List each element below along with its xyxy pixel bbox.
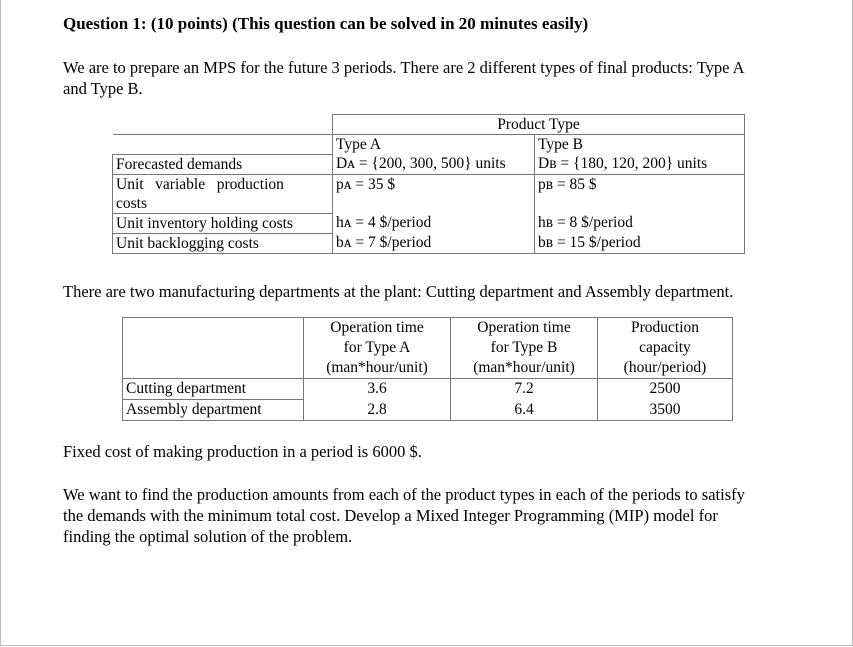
header-line: (man*hour/unit) xyxy=(326,359,428,376)
row-label xyxy=(113,174,333,213)
row-label: Forecasted demands xyxy=(113,154,333,174)
forecast-a: Dᴀ = {200, 300, 500} units xyxy=(333,154,535,174)
capacity-header xyxy=(598,318,733,379)
row-label-line-1: Unit variable production xyxy=(116,175,284,193)
row-label: Unit inventory holding costs xyxy=(113,213,333,233)
assembly-a: 2.8 xyxy=(304,400,451,421)
product-type-table xyxy=(112,114,745,254)
backlog-b: bʙ = 15 $/period xyxy=(535,233,745,253)
department-table xyxy=(122,317,733,421)
table-row xyxy=(113,174,745,213)
table-row xyxy=(113,154,745,174)
departments-paragraph: There are two manufacturing departments at the plant: Cutting department and Assembly department. xyxy=(63,282,734,301)
intro-paragraph xyxy=(63,57,798,99)
goal-paragraph xyxy=(63,484,798,547)
op-time-b-header xyxy=(451,318,598,379)
goal-line-1: We want to find the production amounts from each of the product types in each of the periods to satisfy xyxy=(63,485,745,504)
intro-line-2: and Type B. xyxy=(63,79,143,98)
holding-b: hʙ = 8 $/period xyxy=(535,213,745,233)
header-line: Production xyxy=(630,319,700,336)
table-row xyxy=(123,400,733,421)
type-a-header: Type A xyxy=(333,135,535,155)
cost-b: pʙ = 85 $ xyxy=(535,174,745,213)
assembly-b: 6.4 xyxy=(451,400,598,421)
question-heading: Question 1: (10 points) (This question can be solved in 20 minutes easily) xyxy=(63,14,589,33)
cost-a: pᴀ = 35 $ xyxy=(333,174,535,213)
assembly-capacity: 3500 xyxy=(598,400,733,421)
holding-a: hᴀ = 4 $/period xyxy=(333,213,535,233)
header-line: (hour/period) xyxy=(623,359,707,376)
header-line: (man*hour/unit) xyxy=(473,359,575,376)
op-time-a-header xyxy=(304,318,451,379)
dept-label: Cutting department xyxy=(123,379,304,400)
row-label: Unit backlogging costs xyxy=(113,233,333,253)
fixed-cost-paragraph: Fixed cost of making production in a period is 6000 $. xyxy=(63,442,422,461)
table-row xyxy=(113,233,745,253)
cutting-b: 7.2 xyxy=(451,379,598,400)
forecast-b: Dʙ = {180, 120, 200} units xyxy=(535,154,745,174)
table-row xyxy=(113,213,745,233)
goal-line-2: the demands with the minimum total cost. Develop a Mixed Integer Programming (MIP) model for xyxy=(63,506,718,525)
header-line: Operation time xyxy=(330,319,424,336)
header-line: Operation time xyxy=(477,319,571,336)
header-line: for Type A xyxy=(343,339,411,356)
product-type-header: Product Type xyxy=(333,115,745,135)
backlog-a: bᴀ = 7 $/period xyxy=(333,233,535,253)
cutting-a: 3.6 xyxy=(304,379,451,400)
header-line: capacity xyxy=(639,339,691,356)
cutting-capacity: 2500 xyxy=(598,379,733,400)
row-label-line-2: costs xyxy=(116,194,147,212)
table-row xyxy=(123,379,733,400)
dept-label: Assembly department xyxy=(123,400,304,421)
empty-corner xyxy=(123,318,304,379)
goal-line-3: finding the optimal solution of the problem. xyxy=(63,527,353,546)
type-b-header: Type B xyxy=(535,135,745,155)
empty-corner xyxy=(113,115,333,135)
header-line: for Type B xyxy=(490,339,558,356)
intro-line-1: We are to prepare an MPS for the future 3 periods. There are 2 different types of final products: Type A xyxy=(63,58,745,77)
empty-corner-2 xyxy=(113,135,333,155)
